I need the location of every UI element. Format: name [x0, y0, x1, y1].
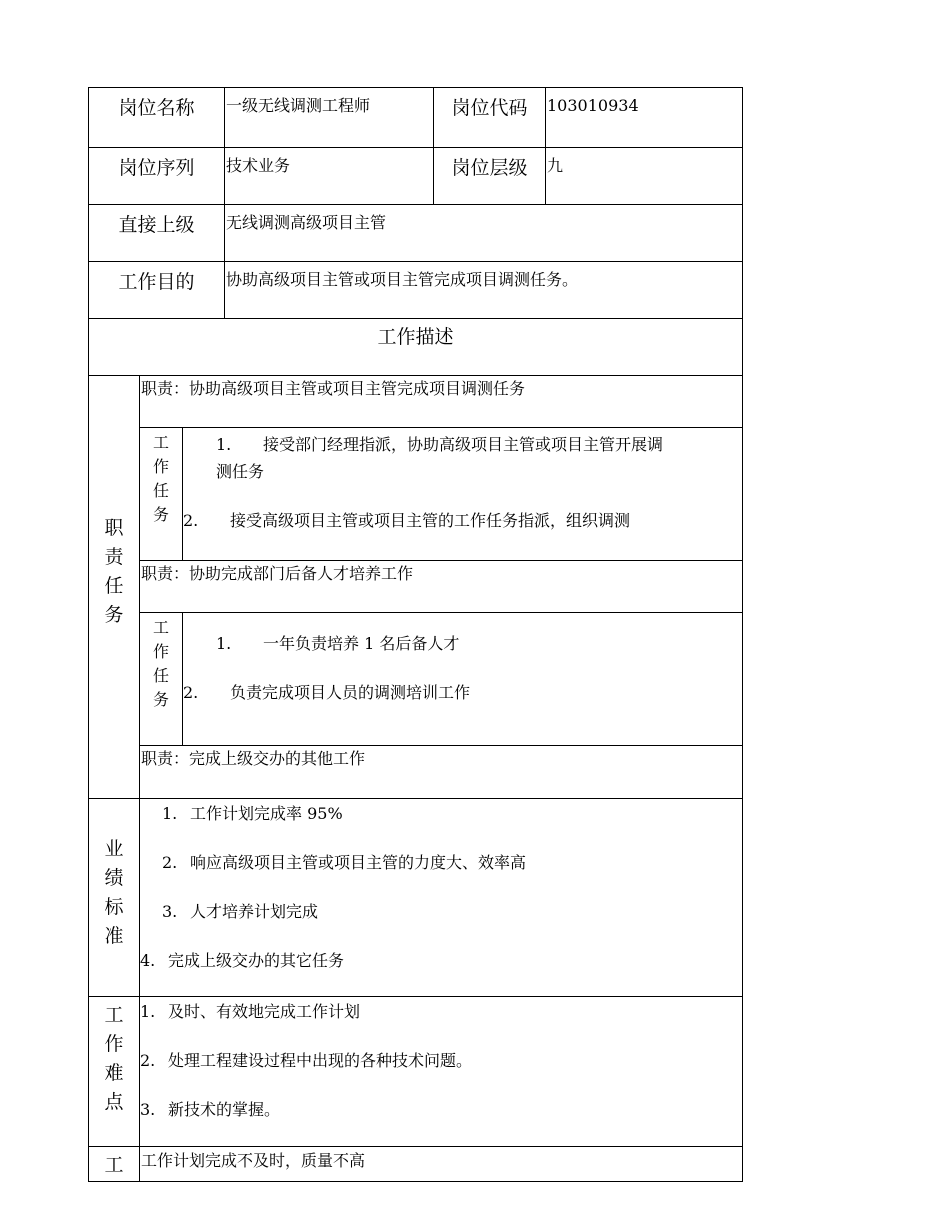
difficulty-item: 1. 及时、有效地完成工作计划 [140, 1002, 361, 1021]
duty-title-2: 职责：协助完成部门后备人才培养工作 [139, 560, 743, 613]
task-list-1 [182, 427, 743, 561]
task-item: 1. 一年负责培养 1 名后备人才 [216, 634, 460, 653]
performance-list [139, 798, 743, 997]
position-name-value: 一级无线调测工程师 [224, 87, 434, 148]
sequence-label: 岗位序列 [88, 147, 225, 205]
duty-title-1: 职责：协助高级项目主管或项目主管完成项目调测任务 [139, 375, 743, 428]
duties-side-label: 职 责 任 务 [88, 375, 140, 799]
difficulties-side-label: 工 作 难 点 [88, 996, 140, 1147]
task-item: 2. 接受高级项目主管或项目主管的工作任务指派，组织调测 [183, 511, 631, 530]
performance-item: 2. 响应高级项目主管或项目主管的力度大、效率高 [162, 853, 527, 872]
job-description-table [88, 87, 743, 1182]
task-item-continuation: 测任务 [216, 462, 265, 481]
performance-item: 1. 工作计划完成率 95% [162, 804, 343, 823]
last-row-side-label: 工 [88, 1146, 140, 1182]
position-code-label: 岗位代码 [433, 87, 546, 148]
difficulty-item: 3. 新技术的掌握。 [140, 1100, 281, 1119]
duty-title-3: 职责：完成上级交办的其他工作 [139, 745, 743, 799]
supervisor-value: 无线调测高级项目主管 [224, 204, 743, 262]
level-label: 岗位层级 [433, 147, 546, 205]
performance-side-label: 业 绩 标 准 [88, 798, 140, 997]
task-item: 2. 负责完成项目人员的调测培训工作 [183, 683, 471, 702]
task-item: 1. 接受部门经理指派，协助高级项目主管或项目主管开展调 [216, 435, 664, 454]
supervisor-label: 直接上级 [88, 204, 225, 262]
difficulties-list [139, 996, 743, 1147]
position-name-label: 岗位名称 [88, 87, 225, 148]
purpose-value: 协助高级项目主管或项目主管完成项目调测任务。 [224, 261, 743, 319]
difficulty-item: 2. 处理工程建设过程中出现的各种技术问题。 [140, 1051, 473, 1070]
task-label-2: 工 作 任 务 [139, 612, 183, 746]
level-value: 九 [545, 147, 743, 205]
description-title: 工作描述 [88, 318, 743, 376]
performance-item: 4. 完成上级交办的其它任务 [140, 951, 345, 970]
purpose-label: 工作目的 [88, 261, 225, 319]
sequence-value: 技术业务 [224, 147, 434, 205]
position-code-value: 103010934 [545, 87, 743, 148]
last-row-text: 工作计划完成不及时，质量不高 [139, 1146, 743, 1182]
task-list-2 [182, 612, 743, 746]
task-label-1: 工 作 任 务 [139, 427, 183, 561]
performance-item: 3. 人才培养计划完成 [162, 902, 319, 921]
